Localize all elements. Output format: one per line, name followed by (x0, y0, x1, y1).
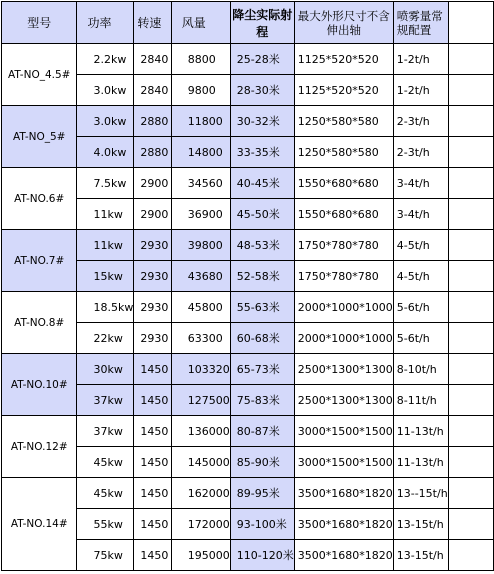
airflow-cell: 172000 (171, 509, 230, 540)
airflow-cell: 8800 (171, 44, 230, 75)
airflow-cell: 63300 (171, 323, 230, 354)
spray-cell: 5-6t/h (393, 323, 448, 354)
size-cell: 1750*780*780 (294, 261, 393, 292)
spray-cell: 4-5t/h (393, 230, 448, 261)
header-speed: 转速 (134, 2, 171, 44)
spray-cell: 3-4t/h (393, 168, 448, 199)
empty-cell (448, 137, 493, 168)
spray-cell: 13-15t/h (393, 509, 448, 540)
empty-cell (448, 168, 493, 199)
range-cell: 25-28米 (230, 44, 294, 75)
speed-cell: 2840 (134, 44, 171, 75)
size-cell: 1125*520*520 (294, 75, 393, 106)
power-cell: 37kw (77, 416, 134, 447)
model-cell: AT-NO.12# (2, 416, 77, 478)
table-row (2, 106, 494, 137)
range-cell: 80-87米 (230, 416, 294, 447)
header-power: 功率 (77, 2, 134, 44)
airflow-cell: 195000 (171, 540, 230, 571)
header-row (2, 2, 494, 44)
airflow-cell: 9800 (171, 75, 230, 106)
speed-cell: 2880 (134, 137, 171, 168)
empty-cell (448, 478, 493, 509)
header-max-size: 最大外形尺寸不含伸出轴 (294, 2, 393, 44)
size-cell: 1125*520*520 (294, 44, 393, 75)
empty-cell (448, 416, 493, 447)
spec-table (1, 1, 494, 571)
table-row (2, 354, 494, 385)
header-dust-range: 降尘实际射程 (230, 2, 294, 44)
speed-cell: 1450 (134, 385, 171, 416)
airflow-cell: 136000 (171, 416, 230, 447)
size-cell: 1550*680*680 (294, 199, 393, 230)
spray-cell: 2-3t/h (393, 106, 448, 137)
range-cell: 110-120米 (230, 540, 294, 571)
speed-cell: 2900 (134, 199, 171, 230)
empty-cell (448, 199, 493, 230)
speed-cell: 1450 (134, 478, 171, 509)
power-cell: 3.0kw (77, 75, 134, 106)
power-cell: 18.5kw (77, 292, 134, 323)
table-row (2, 168, 494, 199)
header-model: 型号 (2, 2, 77, 44)
speed-cell: 2880 (134, 106, 171, 137)
empty-cell (448, 75, 493, 106)
power-cell: 3.0kw (77, 106, 134, 137)
empty-cell (448, 323, 493, 354)
speed-cell: 1450 (134, 447, 171, 478)
speed-cell: 2930 (134, 292, 171, 323)
airflow-cell: 43680 (171, 261, 230, 292)
model-cell: AT-NO_4.5# (2, 44, 77, 106)
range-cell: 55-63米 (230, 292, 294, 323)
empty-cell (448, 261, 493, 292)
speed-cell: 2900 (134, 168, 171, 199)
power-cell: 11kw (77, 199, 134, 230)
table-row (2, 230, 494, 261)
size-cell: 1250*580*580 (294, 106, 393, 137)
spray-cell: 8-10t/h (393, 354, 448, 385)
range-cell: 30-32米 (230, 106, 294, 137)
empty-cell (448, 540, 493, 571)
table-row (2, 44, 494, 75)
range-cell: 65-73米 (230, 354, 294, 385)
airflow-cell: 162000 (171, 478, 230, 509)
power-cell: 45kw (77, 447, 134, 478)
speed-cell: 2930 (134, 323, 171, 354)
spray-cell: 2-3t/h (393, 137, 448, 168)
empty-cell (448, 354, 493, 385)
power-cell: 37kw (77, 385, 134, 416)
speed-cell: 2930 (134, 261, 171, 292)
speed-cell: 1450 (134, 509, 171, 540)
spray-cell: 8-11t/h (393, 385, 448, 416)
range-cell: 89-95米 (230, 478, 294, 509)
range-cell: 40-45米 (230, 168, 294, 199)
model-cell: AT-NO.8# (2, 292, 77, 354)
table-row (2, 292, 494, 323)
range-cell: 28-30米 (230, 75, 294, 106)
airflow-cell: 36900 (171, 199, 230, 230)
range-cell: 48-53米 (230, 230, 294, 261)
airflow-cell: 11800 (171, 106, 230, 137)
speed-cell: 2930 (134, 230, 171, 261)
airflow-cell: 145000 (171, 447, 230, 478)
size-cell: 2000*1000*1000 (294, 323, 393, 354)
size-cell: 1750*780*780 (294, 230, 393, 261)
table-row (2, 478, 494, 509)
table-row (2, 416, 494, 447)
empty-cell (448, 509, 493, 540)
size-cell: 2500*1300*1300 (294, 354, 393, 385)
header-spray: 喷雾量常规配置 (393, 2, 448, 44)
speed-cell: 2840 (134, 75, 171, 106)
power-cell: 45kw (77, 478, 134, 509)
power-cell: 55kw (77, 509, 134, 540)
model-cell: AT-NO.7# (2, 230, 77, 292)
spray-cell: 5-6t/h (393, 292, 448, 323)
model-cell: AT-NO.14# (2, 478, 77, 571)
size-cell: 1550*680*680 (294, 168, 393, 199)
power-cell: 75kw (77, 540, 134, 571)
power-cell: 4.0kw (77, 137, 134, 168)
spray-cell: 13-15t/h (393, 540, 448, 571)
airflow-cell: 34560 (171, 168, 230, 199)
speed-cell: 1450 (134, 416, 171, 447)
spray-cell: 1-2t/h (393, 75, 448, 106)
speed-cell: 1450 (134, 540, 171, 571)
empty-cell (448, 230, 493, 261)
size-cell: 3000*1500*1500 (294, 447, 393, 478)
power-cell: 7.5kw (77, 168, 134, 199)
empty-cell (448, 44, 493, 75)
speed-cell: 1450 (134, 354, 171, 385)
airflow-cell: 45800 (171, 292, 230, 323)
header-airflow: 风量 (171, 2, 230, 44)
empty-cell (448, 106, 493, 137)
airflow-cell: 103320 (171, 354, 230, 385)
power-cell: 30kw (77, 354, 134, 385)
range-cell: 93-100米 (230, 509, 294, 540)
size-cell: 3500*1680*1820 (294, 540, 393, 571)
size-cell: 2000*1000*1000 (294, 292, 393, 323)
power-cell: 22kw (77, 323, 134, 354)
model-cell: AT-NO.10# (2, 354, 77, 416)
range-cell: 52-58米 (230, 261, 294, 292)
size-cell: 2500*1300*1300 (294, 385, 393, 416)
spray-cell: 13--15t/h (393, 478, 448, 509)
range-cell: 45-50米 (230, 199, 294, 230)
airflow-cell: 127500 (171, 385, 230, 416)
spray-cell: 11-13t/h (393, 416, 448, 447)
spray-cell: 11-13t/h (393, 447, 448, 478)
range-cell: 85-90米 (230, 447, 294, 478)
spray-cell: 3-4t/h (393, 199, 448, 230)
power-cell: 15kw (77, 261, 134, 292)
power-cell: 2.2kw (77, 44, 134, 75)
model-cell: AT-NO_5# (2, 106, 77, 168)
empty-cell (448, 292, 493, 323)
size-cell: 3500*1680*1820 (294, 478, 393, 509)
range-cell: 33-35米 (230, 137, 294, 168)
range-cell: 75-83米 (230, 385, 294, 416)
empty-cell (448, 447, 493, 478)
model-cell: AT-NO.6# (2, 168, 77, 230)
spray-cell: 4-5t/h (393, 261, 448, 292)
spec-table-body (2, 44, 494, 571)
spray-cell: 1-2t/h (393, 44, 448, 75)
range-cell: 60-68米 (230, 323, 294, 354)
power-cell: 11kw (77, 230, 134, 261)
size-cell: 3000*1500*1500 (294, 416, 393, 447)
airflow-cell: 39800 (171, 230, 230, 261)
size-cell: 3500*1680*1820 (294, 509, 393, 540)
header-empty (448, 2, 493, 44)
size-cell: 1250*580*580 (294, 137, 393, 168)
airflow-cell: 14800 (171, 137, 230, 168)
empty-cell (448, 385, 493, 416)
